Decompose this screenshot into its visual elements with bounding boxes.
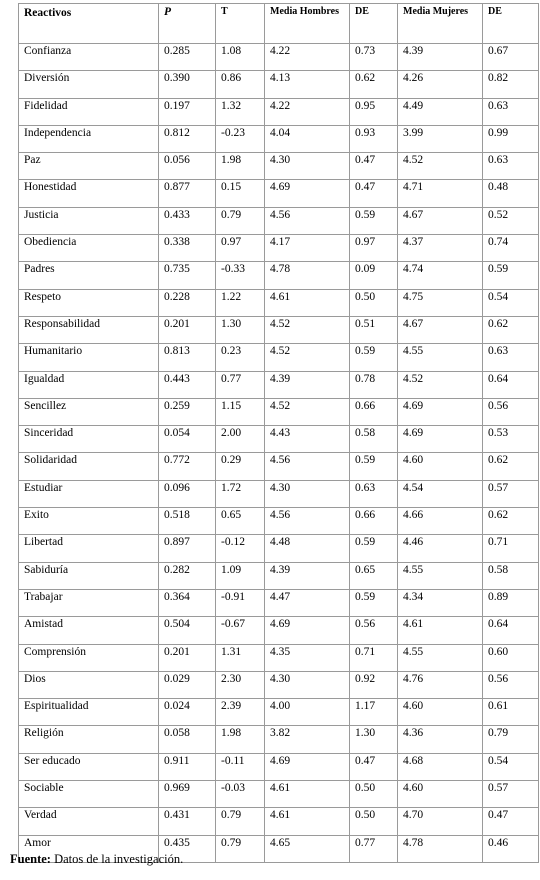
table-row — [19, 508, 539, 535]
cell-media-hombres: 4.61 — [265, 781, 350, 808]
cell-de-hombres: 0.59 — [350, 453, 398, 480]
cell-de-mujeres: 0.63 — [483, 98, 539, 125]
cell-t: 0.86 — [216, 71, 265, 98]
cell-reactivo: Exito — [19, 508, 159, 535]
table-row — [19, 808, 539, 835]
cell-reactivo: Religión — [19, 726, 159, 753]
cell-media-mujeres: 4.52 — [398, 153, 483, 180]
cell-de-mujeres: 0.74 — [483, 235, 539, 262]
cell-media-mujeres: 4.66 — [398, 508, 483, 535]
cell-de-hombres: 1.30 — [350, 726, 398, 753]
cell-de-mujeres: 0.56 — [483, 398, 539, 425]
cell-de-hombres: 0.93 — [350, 125, 398, 152]
cell-media-mujeres: 3.99 — [398, 125, 483, 152]
cell-reactivo: Dios — [19, 671, 159, 698]
cell-de-hombres: 0.58 — [350, 426, 398, 453]
cell-de-hombres: 0.66 — [350, 508, 398, 535]
cell-de-hombres: 0.50 — [350, 289, 398, 316]
cell-reactivo: Paz — [19, 153, 159, 180]
cell-de-hombres: 0.50 — [350, 781, 398, 808]
cell-de-hombres: 0.47 — [350, 753, 398, 780]
cell-de-mujeres: 0.52 — [483, 207, 539, 234]
cell-media-mujeres: 4.49 — [398, 98, 483, 125]
cell-de-hombres: 0.92 — [350, 671, 398, 698]
cell-reactivo: Diversión — [19, 71, 159, 98]
cell-p: 0.435 — [159, 835, 216, 862]
cell-de-mujeres: 0.58 — [483, 562, 539, 589]
cell-t: 0.79 — [216, 808, 265, 835]
cell-reactivo: Sociable — [19, 781, 159, 808]
cell-media-mujeres: 4.60 — [398, 453, 483, 480]
cell-reactivo: Sencillez — [19, 398, 159, 425]
cell-t: 0.23 — [216, 344, 265, 371]
cell-de-hombres: 0.47 — [350, 153, 398, 180]
cell-t: 0.77 — [216, 371, 265, 398]
cell-t: 0.79 — [216, 835, 265, 862]
cell-reactivo: Independencia — [19, 125, 159, 152]
cell-media-mujeres: 4.67 — [398, 316, 483, 343]
cell-p: 0.390 — [159, 71, 216, 98]
cell-de-hombres: 0.09 — [350, 262, 398, 289]
cell-media-hombres: 4.52 — [265, 316, 350, 343]
cell-reactivo: Humanitario — [19, 344, 159, 371]
cell-de-mujeres: 0.54 — [483, 753, 539, 780]
cell-p: 0.096 — [159, 480, 216, 507]
cell-de-mujeres: 0.60 — [483, 644, 539, 671]
cell-de-hombres: 0.56 — [350, 617, 398, 644]
cell-media-hombres: 4.22 — [265, 98, 350, 125]
cell-p: 0.772 — [159, 453, 216, 480]
cell-p: 0.058 — [159, 726, 216, 753]
cell-de-mujeres: 0.67 — [483, 44, 539, 71]
table-row — [19, 699, 539, 726]
cell-p: 0.433 — [159, 207, 216, 234]
cell-de-mujeres: 0.56 — [483, 671, 539, 698]
cell-t: 0.79 — [216, 207, 265, 234]
table-row — [19, 316, 539, 343]
cell-reactivo: Sinceridad — [19, 426, 159, 453]
cell-media-mujeres: 4.78 — [398, 835, 483, 862]
cell-p: 0.338 — [159, 235, 216, 262]
cell-t: 2.30 — [216, 671, 265, 698]
cell-t: -0.91 — [216, 589, 265, 616]
cell-t: -0.11 — [216, 753, 265, 780]
cell-de-mujeres: 0.89 — [483, 589, 539, 616]
table-row — [19, 125, 539, 152]
cell-media-mujeres: 4.61 — [398, 617, 483, 644]
cell-reactivo: Solidaridad — [19, 453, 159, 480]
cell-media-mujeres: 4.55 — [398, 562, 483, 589]
table-row — [19, 398, 539, 425]
cell-t: 2.39 — [216, 699, 265, 726]
cell-media-mujeres: 4.76 — [398, 671, 483, 698]
cell-media-hombres: 4.52 — [265, 398, 350, 425]
cell-media-hombres: 4.52 — [265, 344, 350, 371]
cell-media-mujeres: 4.60 — [398, 699, 483, 726]
cell-p: 0.431 — [159, 808, 216, 835]
cell-de-mujeres: 0.47 — [483, 808, 539, 835]
cell-p: 0.228 — [159, 289, 216, 316]
cell-p: 0.201 — [159, 644, 216, 671]
cell-media-hombres: 4.13 — [265, 71, 350, 98]
cell-p: 0.285 — [159, 44, 216, 71]
cell-media-hombres: 4.61 — [265, 808, 350, 835]
table-row — [19, 781, 539, 808]
cell-reactivo: Padres — [19, 262, 159, 289]
header-p: P — [159, 4, 216, 44]
cell-p: 0.197 — [159, 98, 216, 125]
cell-reactivo: Espiritualidad — [19, 699, 159, 726]
table-row — [19, 453, 539, 480]
cell-t: 1.30 — [216, 316, 265, 343]
cell-reactivo: Ser educado — [19, 753, 159, 780]
cell-de-mujeres: 0.62 — [483, 508, 539, 535]
cell-p: 0.259 — [159, 398, 216, 425]
cell-de-mujeres: 0.62 — [483, 316, 539, 343]
cell-media-hombres: 4.47 — [265, 589, 350, 616]
table-row — [19, 371, 539, 398]
cell-de-hombres: 0.77 — [350, 835, 398, 862]
cell-p: 0.897 — [159, 535, 216, 562]
cell-p: 0.911 — [159, 753, 216, 780]
cell-de-hombres: 0.63 — [350, 480, 398, 507]
table-row — [19, 344, 539, 371]
results-table-container — [18, 3, 538, 863]
cell-reactivo: Verdad — [19, 808, 159, 835]
source-label: Fuente: — [10, 852, 51, 866]
cell-t: 1.22 — [216, 289, 265, 316]
cell-t: 1.72 — [216, 480, 265, 507]
table-row — [19, 617, 539, 644]
cell-p: 0.029 — [159, 671, 216, 698]
cell-t: -0.12 — [216, 535, 265, 562]
cell-t: 1.15 — [216, 398, 265, 425]
cell-reactivo: Honestidad — [19, 180, 159, 207]
table-row — [19, 71, 539, 98]
cell-p: 0.735 — [159, 262, 216, 289]
header-row — [19, 4, 539, 44]
cell-media-hombres: 4.56 — [265, 207, 350, 234]
cell-media-hombres: 3.82 — [265, 726, 350, 753]
cell-reactivo: Trabajar — [19, 589, 159, 616]
table-row — [19, 644, 539, 671]
cell-de-hombres: 0.95 — [350, 98, 398, 125]
cell-p: 0.813 — [159, 344, 216, 371]
cell-media-mujeres: 4.26 — [398, 71, 483, 98]
cell-media-mujeres: 4.46 — [398, 535, 483, 562]
cell-media-hombres: 4.43 — [265, 426, 350, 453]
header-reactivos: Reactivos — [19, 4, 159, 44]
cell-t: -0.33 — [216, 262, 265, 289]
table-row — [19, 480, 539, 507]
cell-media-mujeres: 4.54 — [398, 480, 483, 507]
cell-de-hombres: 0.73 — [350, 44, 398, 71]
cell-de-mujeres: 0.57 — [483, 781, 539, 808]
cell-de-hombres: 0.97 — [350, 235, 398, 262]
cell-p: 0.056 — [159, 153, 216, 180]
cell-de-hombres: 0.59 — [350, 535, 398, 562]
table-row — [19, 671, 539, 698]
cell-p: 0.201 — [159, 316, 216, 343]
cell-media-hombres: 4.22 — [265, 44, 350, 71]
table-row — [19, 153, 539, 180]
cell-media-mujeres: 4.68 — [398, 753, 483, 780]
cell-de-hombres: 0.50 — [350, 808, 398, 835]
table-row — [19, 98, 539, 125]
cell-reactivo: Responsabilidad — [19, 316, 159, 343]
table-body — [19, 44, 539, 863]
cell-p: 0.504 — [159, 617, 216, 644]
cell-t: 1.08 — [216, 44, 265, 71]
cell-t: 2.00 — [216, 426, 265, 453]
table-row — [19, 262, 539, 289]
cell-t: 0.65 — [216, 508, 265, 535]
cell-reactivo: Comprensión — [19, 644, 159, 671]
cell-de-mujeres: 0.61 — [483, 699, 539, 726]
cell-t: 1.98 — [216, 153, 265, 180]
header-t: T — [216, 4, 265, 44]
cell-media-hombres: 4.00 — [265, 699, 350, 726]
cell-media-hombres: 4.56 — [265, 508, 350, 535]
cell-p: 0.812 — [159, 125, 216, 152]
cell-t: -0.23 — [216, 125, 265, 152]
cell-media-hombres: 4.04 — [265, 125, 350, 152]
table-row — [19, 589, 539, 616]
cell-reactivo: Amistad — [19, 617, 159, 644]
cell-media-mujeres: 4.70 — [398, 808, 483, 835]
cell-de-mujeres: 0.79 — [483, 726, 539, 753]
table-row — [19, 562, 539, 589]
cell-de-mujeres: 0.63 — [483, 344, 539, 371]
cell-media-mujeres: 4.34 — [398, 589, 483, 616]
cell-media-hombres: 4.69 — [265, 180, 350, 207]
cell-reactivo: Amor — [19, 835, 159, 862]
cell-reactivo: Respeto — [19, 289, 159, 316]
cell-media-hombres: 4.48 — [265, 535, 350, 562]
cell-de-hombres: 0.71 — [350, 644, 398, 671]
cell-de-hombres: 0.65 — [350, 562, 398, 589]
header-media-mujeres: Media Mujeres — [398, 4, 483, 44]
cell-de-mujeres: 0.59 — [483, 262, 539, 289]
cell-de-hombres: 0.66 — [350, 398, 398, 425]
cell-media-hombres: 4.30 — [265, 671, 350, 698]
cell-media-mujeres: 4.67 — [398, 207, 483, 234]
cell-de-mujeres: 0.64 — [483, 617, 539, 644]
cell-de-mujeres: 0.57 — [483, 480, 539, 507]
cell-de-mujeres: 0.53 — [483, 426, 539, 453]
cell-de-hombres: 0.62 — [350, 71, 398, 98]
cell-t: 0.97 — [216, 235, 265, 262]
source-note — [10, 852, 183, 867]
header-de-hombres: DE — [350, 4, 398, 44]
source-text: Datos de la investigación. — [50, 852, 184, 866]
table-row — [19, 289, 539, 316]
cell-de-hombres: 0.59 — [350, 344, 398, 371]
cell-media-mujeres: 4.37 — [398, 235, 483, 262]
cell-t: -0.67 — [216, 617, 265, 644]
cell-reactivo: Fidelidad — [19, 98, 159, 125]
cell-p: 0.364 — [159, 589, 216, 616]
cell-media-mujeres: 4.71 — [398, 180, 483, 207]
table-row — [19, 753, 539, 780]
cell-de-hombres: 0.59 — [350, 207, 398, 234]
cell-p: 0.054 — [159, 426, 216, 453]
cell-media-mujeres: 4.55 — [398, 344, 483, 371]
cell-media-hombres: 4.39 — [265, 562, 350, 589]
cell-de-hombres: 0.59 — [350, 589, 398, 616]
table-row — [19, 726, 539, 753]
cell-media-hombres: 4.56 — [265, 453, 350, 480]
table-header — [19, 4, 539, 44]
cell-media-mujeres: 4.60 — [398, 781, 483, 808]
cell-de-mujeres: 0.99 — [483, 125, 539, 152]
cell-media-mujeres: 4.69 — [398, 426, 483, 453]
cell-media-mujeres: 4.75 — [398, 289, 483, 316]
cell-p: 0.877 — [159, 180, 216, 207]
cell-t: 1.31 — [216, 644, 265, 671]
cell-media-mujeres: 4.52 — [398, 371, 483, 398]
cell-media-hombres: 4.69 — [265, 617, 350, 644]
cell-p: 0.969 — [159, 781, 216, 808]
table-row — [19, 44, 539, 71]
cell-de-hombres: 0.78 — [350, 371, 398, 398]
cell-reactivo: Obediencia — [19, 235, 159, 262]
cell-de-mujeres: 0.71 — [483, 535, 539, 562]
cell-media-mujeres: 4.36 — [398, 726, 483, 753]
cell-t: 1.98 — [216, 726, 265, 753]
cell-de-hombres: 0.51 — [350, 316, 398, 343]
cell-t: 1.09 — [216, 562, 265, 589]
cell-reactivo: Sabiduría — [19, 562, 159, 589]
cell-media-hombres: 4.69 — [265, 753, 350, 780]
cell-reactivo: Estudiar — [19, 480, 159, 507]
cell-media-mujeres: 4.69 — [398, 398, 483, 425]
cell-media-hombres: 4.78 — [265, 262, 350, 289]
cell-media-hombres: 4.17 — [265, 235, 350, 262]
cell-p: 0.282 — [159, 562, 216, 589]
cell-de-mujeres: 0.46 — [483, 835, 539, 862]
cell-media-hombres: 4.61 — [265, 289, 350, 316]
cell-de-mujeres: 0.82 — [483, 71, 539, 98]
table-row — [19, 535, 539, 562]
cell-de-hombres: 1.17 — [350, 699, 398, 726]
header-media-hombres: Media Hombres — [265, 4, 350, 44]
cell-p: 0.443 — [159, 371, 216, 398]
cell-p: 0.518 — [159, 508, 216, 535]
table-row — [19, 426, 539, 453]
cell-t: 0.29 — [216, 453, 265, 480]
cell-p: 0.024 — [159, 699, 216, 726]
cell-t: 0.15 — [216, 180, 265, 207]
cell-reactivo: Libertad — [19, 535, 159, 562]
cell-de-mujeres: 0.54 — [483, 289, 539, 316]
cell-t: -0.03 — [216, 781, 265, 808]
cell-reactivo: Confianza — [19, 44, 159, 71]
results-table — [18, 3, 539, 863]
cell-media-hombres: 4.35 — [265, 644, 350, 671]
cell-reactivo: Igualdad — [19, 371, 159, 398]
cell-de-mujeres: 0.62 — [483, 453, 539, 480]
cell-media-hombres: 4.65 — [265, 835, 350, 862]
cell-media-mujeres: 4.74 — [398, 262, 483, 289]
cell-de-hombres: 0.47 — [350, 180, 398, 207]
table-row — [19, 207, 539, 234]
cell-media-hombres: 4.30 — [265, 153, 350, 180]
cell-media-mujeres: 4.55 — [398, 644, 483, 671]
table-row — [19, 235, 539, 262]
table-row — [19, 180, 539, 207]
cell-de-mujeres: 0.48 — [483, 180, 539, 207]
cell-media-hombres: 4.30 — [265, 480, 350, 507]
cell-t: 1.32 — [216, 98, 265, 125]
cell-media-hombres: 4.39 — [265, 371, 350, 398]
cell-de-mujeres: 0.63 — [483, 153, 539, 180]
header-de-mujeres: DE — [483, 4, 539, 44]
cell-de-mujeres: 0.64 — [483, 371, 539, 398]
cell-reactivo: Justicia — [19, 207, 159, 234]
cell-media-mujeres: 4.39 — [398, 44, 483, 71]
